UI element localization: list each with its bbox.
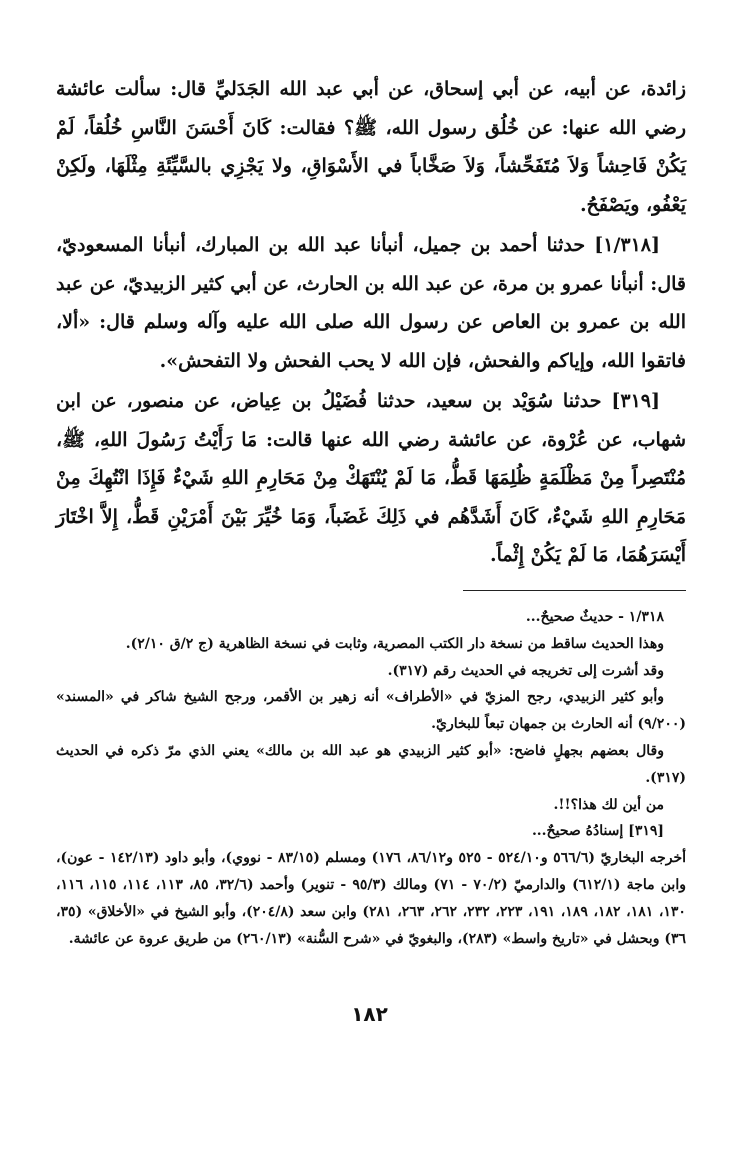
footnote-318-heading: ١/٣١٨ - حديثٌ صحيحٌ...	[525, 609, 664, 625]
footnote-line: وأبو كثير الزبيدي، رجح المزيّ في «الأطراف» أنه زهير بن الأقمر، ورجح الشيخ شاكر في «المسند» (٩/٢٠٠) أنه الحارث بن جمهان تبعاً للبخاريّ.	[56, 689, 686, 733]
footnote-line: أخرجه البخاريّ (٥٦٦/٦ و٥٢٤/١٠ - ٥٢٥ و٨٦/١٢، ١٧٦) ومسلم (٨٣/١٥ - نووي)، وأبو داود (١٤٢/١٣ - عون)، وابن ماجة (٦١٢/١) والدارميّ (٧٠/٢ - ٧١) ومالك (٩٥/٣ - تنوير) وأحمد (٣٢/٦، ٨٥، ١١٣، ١١٤، ١١٥، ١١٦، ١٣٠، ١٨١، ١٨٢، ١٨٩، ١٩١، ٢٢٣، ٢٣٢، ٢٦٢، ٢٦٣، ٢٨١) وابن سعد (٢٠٤/٨)، وأبو الشيخ في «الأخلاق» (٣٥، ٣٦) وبحشل في «تاريخ واسط» (٢٨٣)، والبغويّ في «شرح السُّنة» (٢٦٠/١٣) من طريق عروة عن عائشة.	[56, 850, 687, 947]
footnotes	[56, 604, 686, 952]
footnote-line: وقال بعضهم بجهلٍ فاضح: «أبو كثير الزبيدي هو عبد الله بن مالك» يعني الذي مرّ ذكره في الحديث (٣١٧).	[56, 742, 686, 786]
footnote-divider	[463, 590, 686, 591]
main-text	[56, 70, 686, 575]
footnote-line: وقد أشرت إلى تخريجه في الحديث رقم (٣١٧).	[387, 662, 664, 679]
footnote-line: وهذا الحديث ساقط من نسخة دار الكتب المصرية، وثابت في نسخة الظاهرية (ج ٢/ق ٢/١٠).	[125, 635, 664, 652]
paragraph-continuation: زائدة، عن أبيه، عن أبي إسحاق، عن أبي عبد الله الجَدَليِّ قال: سألت عائشة رضي الله عنها: عن خُلُق رسول الله، ﷺ؟ فقالت: كَانَ أَحْسَنَ النَّاسِ خُلُقاً، لَمْ يَكُنْ فَاحِشاً وَلاَ مُتَفَحِّشاً، وَلاَ صَخَّاباً في الأَسْوَاقِ، ولا يَجْزِي بالسَّيِّئَةِ مِثْلَهَا، ولَكِنْ يَعْفُو، ويَصْفَحُ.	[56, 78, 686, 216]
page-number: ١٨٢	[351, 1002, 388, 1026]
footnote-319-heading: [٣١٩] إسنادُهُ صحيحٌ...	[531, 823, 664, 840]
paragraph-hadith-318: [١/٣١٨] حدثنا أحمد بن جميل، أنبأنا عبد الله بن المبارك، أنبأنا المسعوديّ، قال: أنبأنا عمرو بن مرة، عن عبد الله بن الحارث، عن أبي كثير الزبيديّ، عن عبد الله بن عمرو بن العاص عن رسول الله صلى الله عليه وآله وسلم قال: «ألا، فاتقوا الله، وإياكم والفحش، فإن الله لا يحب الفحش ولا التفحش».	[56, 234, 686, 372]
footnote-line: من أين لك هذا؟!!.	[553, 796, 664, 813]
paragraph-hadith-319: [٣١٩] حدثنا سُوَيْد بن سعيد، حدثنا فُضَيْلُ بن عِياض، عن منصور، عن ابن شهاب، عن عُرْوة، عن عائشة رضي الله عنها قالت: مَا رَأَيْتُ رَسُولَ اللهِ، ﷺ، مُنْتَصِراً مِنْ مَظْلَمَةٍ ظُلِمَهَا قَطُّ، مَا لَمْ يُنْتَهَكْ مِنْ مَحَارِمِ اللهِ شَيْءٌ فَإِذَا انْتُهِكَ مِنْ مَحَارِمِ اللهِ شَيْءٌ، كَانَ أَشَدَّهُم في ذَلِكَ غَضَباً، وَمَا خُيِّرَ بَيْنَ أَمْرَيْنِ قَطُّ، إِلاَّ اخْتَارَ أَيْسَرَهُمَا، مَا لَمْ يَكُنْ إِثْماً.	[56, 390, 686, 566]
